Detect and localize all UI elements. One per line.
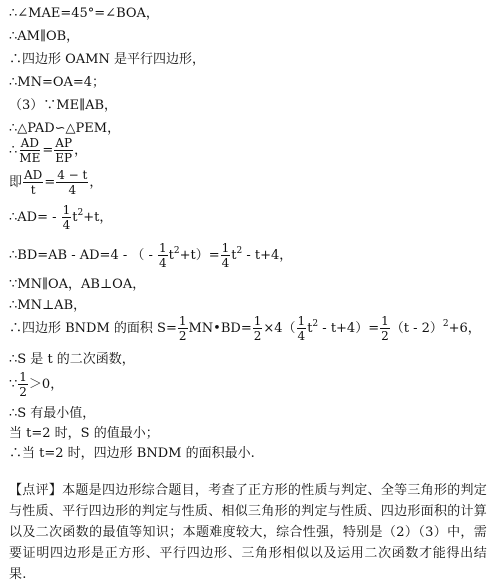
- fraction: $\frac{4 - t}{4}$: [57, 168, 88, 197]
- fraction: $\frac{1}{2}$: [178, 314, 187, 343]
- line-1: ∴∠MAE=45°=∠BOA，: [9, 6, 159, 21]
- comment-paragraph: 【点评】本题是四边形综合题目，考查了正方形的性质与判定、全等三角形的判定与性质、平行四边形的判定与性质、相似三角形的判定与性质、四边形面积的计算以及二次函数的最值等知识；本题难度较大，综合性强，特别是（2）（3）中，需要证明四边形是正方形、平行四边形、三角形相似以及运用二次函数才能得出结果.: [9, 483, 487, 582]
- line-18: ∴当 t=2 时，四边形 BNDM 的面积最小.: [9, 446, 255, 461]
- line-4: ∴MN=OA=4；: [9, 75, 106, 90]
- line-13-area-expression: ∴四边形 BNDM 的面积 S= $\frac{1}{2}$ MN•BD= $\frac{1}{2}$ ×4（ $\frac{1}{4}$ $t^2 - t+4)=$ $\frac{1}{2}$ （t - 2）$^2$+6，: [9, 314, 481, 343]
- line-15-inequality: ∵ $\frac{1}{2}$ ＞0，: [9, 370, 64, 399]
- fraction: $\frac{1}{2}$: [253, 314, 262, 343]
- line-9-ad-expression: ∴AD= - $\frac{1}{4}$ $t^2+t$，: [9, 203, 113, 232]
- line-17: 当 t=2 时，S 的值最小；: [9, 426, 159, 441]
- line-5: （3）∵ME∥AB，: [9, 98, 118, 113]
- fraction: $\frac{1}{2}$: [19, 370, 27, 399]
- fraction: $\frac{1}{4}$: [221, 241, 230, 270]
- fraction: $\frac{1}{4}$: [159, 241, 167, 270]
- line-6: ∴△PAD∽△PEM，: [9, 121, 121, 136]
- line-12: ∴MN⊥AB，: [9, 298, 87, 313]
- fraction: $\frac{AD}{t}$: [24, 168, 43, 197]
- line-14: ∴S 是 t 的二次函数，: [9, 352, 135, 367]
- line-2: ∴AM∥OB，: [9, 29, 80, 44]
- line-8-proportion: 即 $\frac{AD}{t}$ = $\frac{4 - t}{4}$ ，: [9, 168, 103, 197]
- line-11: ∵MN∥OA，AB⊥OA，: [9, 277, 146, 292]
- fraction: $\frac{AD}{ME}$: [19, 136, 41, 165]
- line-10-bd-expression: ∴BD=AB - AD=4 - （ - $\frac{1}{4}$ $t^2+t)=$ $\frac{1}{4}$ $t^2 - t+4$，: [9, 241, 293, 270]
- fraction: $\frac{1}{4}$: [297, 314, 306, 343]
- fraction: $\frac{1}{2}$: [381, 314, 389, 343]
- fraction: $\frac{1}{4}$: [62, 203, 71, 232]
- line-3: ∴四边形 OAMN 是平行四边形，: [9, 52, 205, 67]
- line-16: ∴S 有最小值，: [9, 406, 96, 421]
- fraction: $\frac{AP}{EP}$: [55, 136, 73, 165]
- line-7-proportion: ∴ $\frac{AD}{ME}$ = $\frac{AP}{EP}$ ，: [9, 136, 88, 165]
